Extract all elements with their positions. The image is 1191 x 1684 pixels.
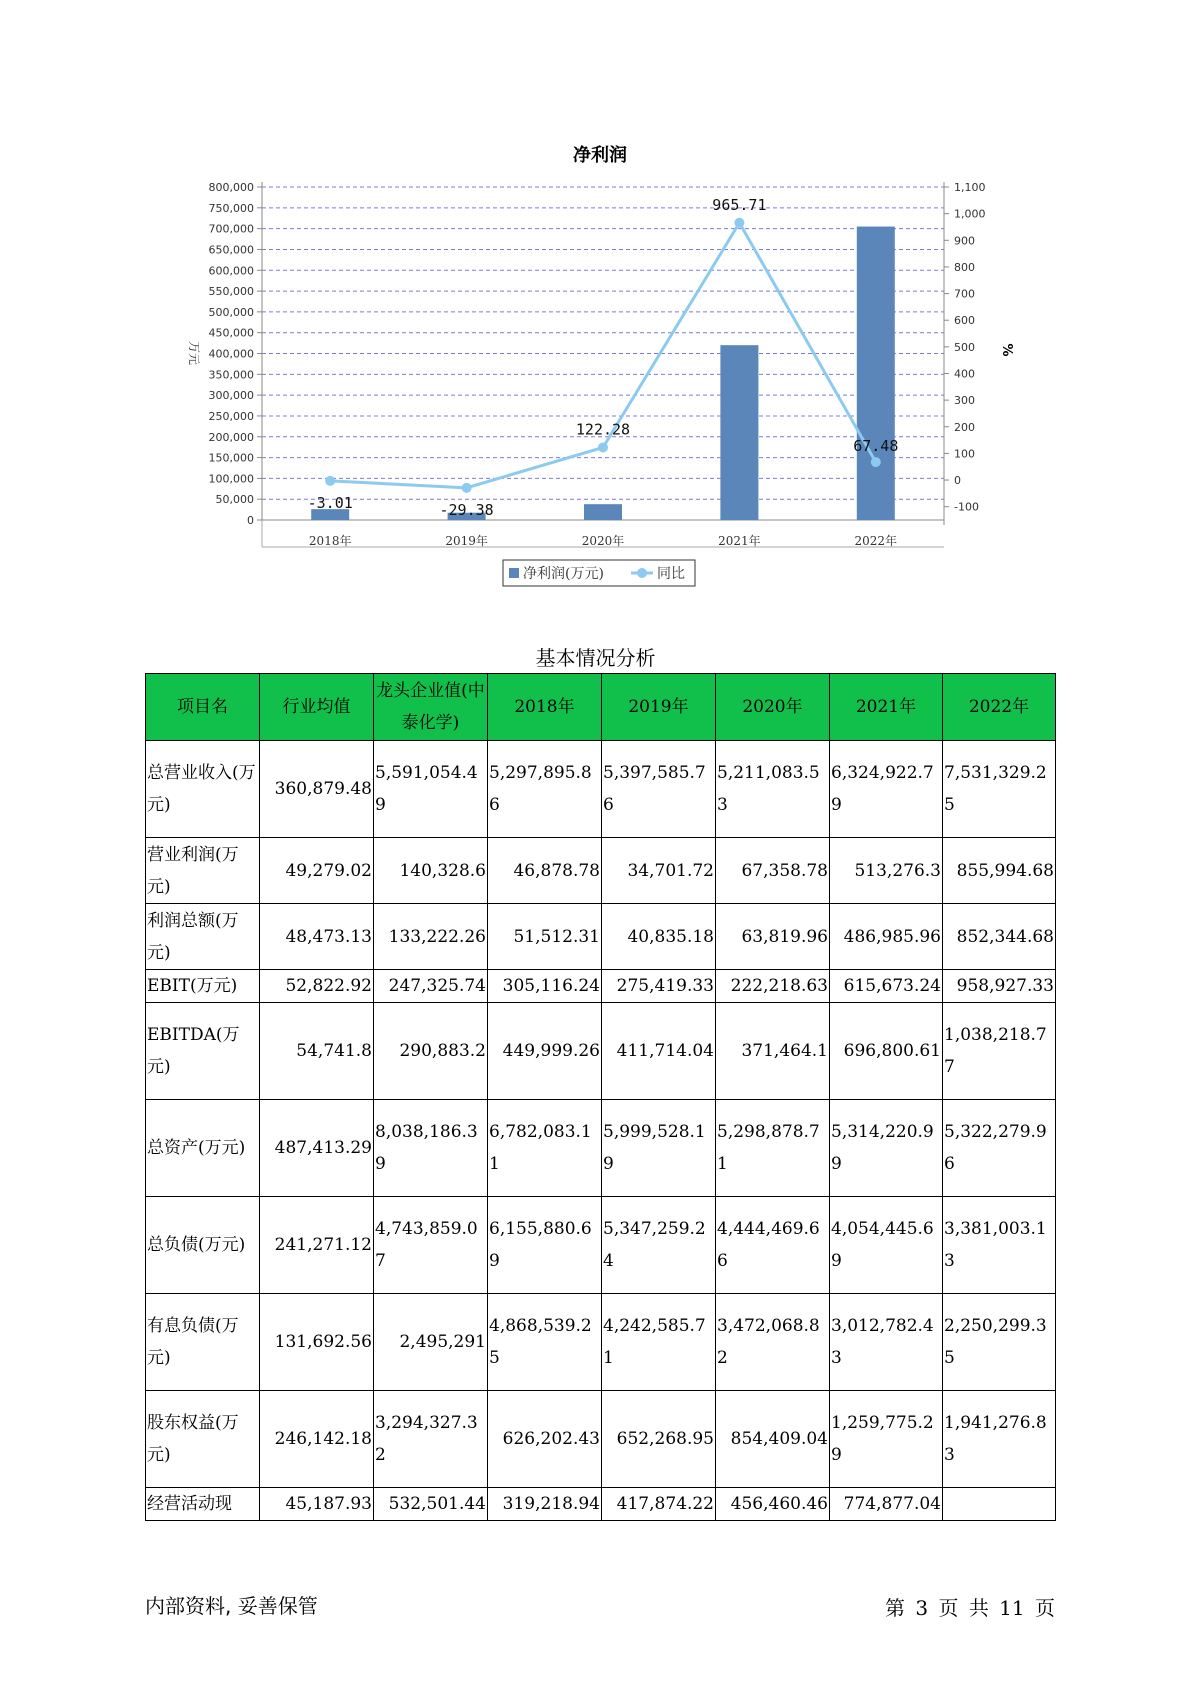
table-row <box>146 1197 1056 1294</box>
value-cell: 5,999,528.19 <box>602 1100 716 1197</box>
value-cell: 63,819.96 <box>716 904 830 970</box>
value-cell: 275,419.33 <box>602 970 716 1003</box>
value-cell: 487,413.29 <box>260 1100 374 1197</box>
value-cell: 513,276.3 <box>830 838 943 904</box>
header-2020: 2020年 <box>716 674 830 741</box>
value-cell: 290,883.2 <box>374 1003 488 1100</box>
value-cell: 5,591,054.49 <box>374 741 488 838</box>
value-cell: 5,297,895.86 <box>488 741 602 838</box>
value-cell: 456,460.46 <box>716 1488 830 1521</box>
left-tick-label: 650,000 <box>208 243 254 257</box>
x-tick-label: 2021年 <box>718 534 761 548</box>
value-cell: 411,714.04 <box>602 1003 716 1100</box>
value-cell: 246,142.18 <box>260 1391 374 1488</box>
right-tick-label: 900 <box>954 234 975 248</box>
table-row <box>146 1391 1056 1488</box>
table-caption: 基本情况分析 <box>535 646 656 670</box>
page-number: 第 3 页 共 11 页 <box>885 1596 1055 1620</box>
y-axis-label: 万元 <box>187 340 201 366</box>
value-cell: 46,878.78 <box>488 838 602 904</box>
left-tick-label: 500,000 <box>208 305 254 319</box>
value-cell: 854,409.04 <box>716 1391 830 1488</box>
header-2018: 2018年 <box>488 674 602 741</box>
value-cell: 2,495,291 <box>374 1294 488 1391</box>
legend-line-label: 同比 <box>657 566 685 582</box>
row-label-cell: EBIT(万元) <box>146 970 260 1003</box>
table-row <box>146 1003 1056 1100</box>
right-tick-label: 1,100 <box>954 181 986 194</box>
table-row <box>146 970 1056 1003</box>
value-cell: 49,279.02 <box>260 838 374 904</box>
value-cell: 626,202.43 <box>488 1391 602 1488</box>
left-axis-ticks <box>209 181 263 527</box>
table-row <box>146 904 1056 970</box>
row-label-cell: 总营业收入(万元) <box>146 741 260 838</box>
left-tick-label: 100,000 <box>208 472 254 486</box>
chart-axes <box>257 182 944 547</box>
value-cell: 45,187.93 <box>260 1488 374 1521</box>
value-cell: 615,673.24 <box>830 970 943 1003</box>
yoy-data-label: 965.71 <box>712 195 767 214</box>
value-cell: 6,324,922.79 <box>830 741 943 838</box>
table-row <box>146 741 1056 838</box>
value-cell: 3,472,068.82 <box>716 1294 830 1391</box>
header-2019: 2019年 <box>602 674 716 741</box>
table-body <box>146 741 1056 1521</box>
value-cell: 67,358.78 <box>716 838 830 904</box>
value-cell <box>943 1488 1056 1521</box>
yoy-point <box>734 218 744 228</box>
value-cell: 40,835.18 <box>602 904 716 970</box>
row-label-cell: 利润总额(万元) <box>146 904 260 970</box>
legend-line-marker <box>637 568 647 578</box>
value-cell: 131,692.56 <box>260 1294 374 1391</box>
legend-bar-label: 净利润(万元) <box>523 566 604 582</box>
x-tick-label: 2020年 <box>581 534 625 548</box>
value-cell: 5,322,279.96 <box>943 1100 1056 1197</box>
left-tick-label: 750,000 <box>208 201 254 215</box>
header-leader-value: 龙头企业值(中泰化学) <box>374 674 488 741</box>
value-cell: 449,999.26 <box>488 1003 602 1100</box>
value-cell: 54,741.8 <box>260 1003 374 1100</box>
yoy-line-series <box>308 196 899 519</box>
value-cell: 5,347,259.24 <box>602 1197 716 1294</box>
legend-bar-swatch <box>509 568 519 578</box>
right-tick-label: 200 <box>954 420 975 434</box>
x-tick-label: 2018年 <box>308 534 352 548</box>
value-cell: 2,250,299.35 <box>943 1294 1056 1391</box>
value-cell: 140,328.6 <box>374 838 488 904</box>
value-cell: 958,927.33 <box>943 970 1056 1003</box>
table-header-row <box>146 674 1056 741</box>
yoy-data-label: 122.28 <box>575 420 631 439</box>
chart-legend <box>503 560 695 586</box>
value-cell: 696,800.61 <box>830 1003 943 1100</box>
value-cell: 774,877.04 <box>830 1488 943 1521</box>
header-industry-avg: 行业均值 <box>260 674 374 741</box>
value-cell: 51,512.31 <box>488 904 602 970</box>
value-cell: 48,473.13 <box>260 904 374 970</box>
row-label-cell: 经营活动现 <box>146 1488 260 1521</box>
row-label-cell: 总资产(万元) <box>146 1100 260 1197</box>
value-cell: 133,222.26 <box>374 904 488 970</box>
value-cell: 247,325.74 <box>374 970 488 1003</box>
right-axis-ticks <box>944 181 986 514</box>
value-cell: 360,879.48 <box>260 741 374 838</box>
confidential-note: 内部资料, 妥善保管 <box>145 1594 318 1618</box>
value-cell: 3,294,327.32 <box>374 1391 488 1488</box>
left-tick-label: 50,000 <box>215 493 254 507</box>
yoy-data-label: -3.01 <box>307 493 353 512</box>
net-profit-bar <box>857 227 895 520</box>
value-cell: 652,268.95 <box>602 1391 716 1488</box>
value-cell: 855,994.68 <box>943 838 1056 904</box>
yoy-point <box>462 483 472 493</box>
y2-axis-label: % <box>999 343 1014 357</box>
row-label-cell: 有息负债(万元) <box>146 1294 260 1391</box>
value-cell: 222,218.63 <box>716 970 830 1003</box>
left-tick-label: 0 <box>247 514 254 527</box>
left-tick-label: 450,000 <box>208 326 254 340</box>
value-cell: 52,822.92 <box>260 970 374 1003</box>
table-row <box>146 1488 1056 1521</box>
left-tick-label: 600,000 <box>208 264 254 278</box>
header-item-name: 项目名 <box>146 674 260 741</box>
yoy-point <box>871 457 881 467</box>
basic-analysis-table <box>145 673 1056 1521</box>
net-profit-bar <box>584 504 622 520</box>
left-tick-label: 800,000 <box>208 181 254 194</box>
yoy-data-label: -29.38 <box>439 500 494 519</box>
value-cell: 5,397,585.76 <box>602 741 716 838</box>
left-tick-label: 700,000 <box>208 222 254 236</box>
value-cell: 1,038,218.77 <box>943 1003 1056 1100</box>
yoy-data-label: 67.48 <box>853 437 899 456</box>
chart-title: 净利润 <box>573 145 627 166</box>
value-cell: 8,038,186.39 <box>374 1100 488 1197</box>
value-cell: 5,211,083.53 <box>716 741 830 838</box>
yoy-point <box>598 442 608 452</box>
row-label-cell: 营业利润(万元) <box>146 838 260 904</box>
x-tick-label: 2022年 <box>854 534 898 548</box>
net-profit-chart <box>0 0 1191 600</box>
right-tick-label: 500 <box>954 340 975 354</box>
right-tick-label: 600 <box>954 314 975 328</box>
left-tick-label: 250,000 <box>208 409 254 423</box>
left-tick-label: 200,000 <box>208 430 254 444</box>
value-cell: 5,298,878.71 <box>716 1100 830 1197</box>
right-tick-label: 1,000 <box>954 207 986 221</box>
yoy-point <box>325 476 335 486</box>
left-tick-label: 150,000 <box>208 451 254 465</box>
header-2021: 2021年 <box>830 674 943 741</box>
table-row <box>146 1100 1056 1197</box>
value-cell: 6,782,083.11 <box>488 1100 602 1197</box>
value-cell: 6,155,880.69 <box>488 1197 602 1294</box>
right-tick-label: -100 <box>954 500 979 514</box>
value-cell: 4,242,585.71 <box>602 1294 716 1391</box>
value-cell: 4,444,469.66 <box>716 1197 830 1294</box>
value-cell: 4,054,445.69 <box>830 1197 943 1294</box>
value-cell: 371,464.1 <box>716 1003 830 1100</box>
right-tick-label: 100 <box>954 447 975 461</box>
x-tick-label: 2019年 <box>445 534 488 548</box>
value-cell: 486,985.96 <box>830 904 943 970</box>
value-cell: 1,941,276.83 <box>943 1391 1056 1488</box>
value-cell: 5,314,220.99 <box>830 1100 943 1197</box>
table-row <box>146 838 1056 904</box>
value-cell: 417,874.22 <box>602 1488 716 1521</box>
value-cell: 7,531,329.25 <box>943 741 1056 838</box>
left-tick-label: 300,000 <box>208 389 254 403</box>
left-tick-label: 350,000 <box>208 368 254 382</box>
right-tick-label: 800 <box>954 260 975 274</box>
value-cell: 319,218.94 <box>488 1488 602 1521</box>
net-profit-bar <box>720 345 758 520</box>
value-cell: 34,701.72 <box>602 838 716 904</box>
value-cell: 532,501.44 <box>374 1488 488 1521</box>
table-row <box>146 1294 1056 1391</box>
row-label-cell: 总负债(万元) <box>146 1197 260 1294</box>
value-cell: 852,344.68 <box>943 904 1056 970</box>
value-cell: 3,012,782.43 <box>830 1294 943 1391</box>
left-tick-label: 400,000 <box>208 347 254 361</box>
value-cell: 4,868,539.25 <box>488 1294 602 1391</box>
value-cell: 1,259,775.29 <box>830 1391 943 1488</box>
value-cell: 305,116.24 <box>488 970 602 1003</box>
header-2022: 2022年 <box>943 674 1056 741</box>
right-tick-label: 700 <box>954 287 975 301</box>
row-label-cell: 股东权益(万元) <box>146 1391 260 1488</box>
right-tick-label: 0 <box>954 474 961 488</box>
x-axis-ticks <box>309 533 897 548</box>
row-label-cell: EBITDA(万元) <box>146 1003 260 1100</box>
value-cell: 4,743,859.07 <box>374 1197 488 1294</box>
right-tick-label: 400 <box>954 367 975 381</box>
right-tick-label: 300 <box>954 394 975 408</box>
left-tick-label: 550,000 <box>208 285 254 299</box>
value-cell: 3,381,003.13 <box>943 1197 1056 1294</box>
value-cell: 241,271.12 <box>260 1197 374 1294</box>
